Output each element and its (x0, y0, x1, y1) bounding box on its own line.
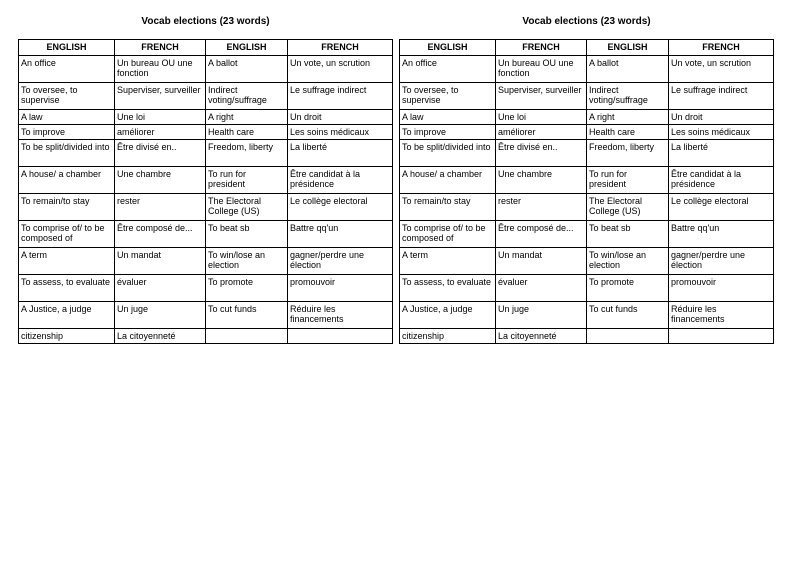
header-cell: FRENCH (669, 40, 774, 56)
table-cell: To run for president (206, 167, 288, 194)
table-cell: La liberté (288, 140, 393, 167)
table-cell: To beat sb (206, 221, 288, 248)
table-cell: To assess, to evaluate (400, 275, 496, 302)
table-row (400, 167, 774, 194)
table-cell: Une chambre (496, 167, 587, 194)
table-row (400, 56, 774, 83)
table-cell: A ballot (587, 56, 669, 83)
vocab-panel-right (399, 14, 774, 344)
table-cell: promouvoir (669, 275, 774, 302)
table-cell: To oversee, to supervise (19, 83, 115, 110)
table-cell: Être composé de... (115, 221, 206, 248)
table-cell (587, 329, 669, 344)
table-cell: rester (496, 194, 587, 221)
table-cell: Freedom, liberty (206, 140, 288, 167)
table-cell (669, 329, 774, 344)
table-cell: Un vote, un scrution (669, 56, 774, 83)
table-cell: rester (115, 194, 206, 221)
table-cell: A Justice, a judge (19, 302, 115, 329)
table-cell: A term (19, 248, 115, 275)
table-row (400, 140, 774, 167)
table-row (400, 329, 774, 344)
table-cell: The Electoral College (US) (587, 194, 669, 221)
table-cell (288, 329, 393, 344)
table-cell: To promote (587, 275, 669, 302)
table-cell: A house/ a chamber (400, 167, 496, 194)
table-cell: Être composé de... (496, 221, 587, 248)
table-cell: Être divisé en.. (496, 140, 587, 167)
table-cell: citizenship (400, 329, 496, 344)
table-row (400, 302, 774, 329)
header-row (19, 40, 393, 56)
table-cell: To beat sb (587, 221, 669, 248)
table-row (400, 248, 774, 275)
table-row (19, 302, 393, 329)
table-cell: Un bureau OU une fonction (496, 56, 587, 83)
table-cell: To run for president (587, 167, 669, 194)
table-cell: Un juge (115, 302, 206, 329)
table-cell: An office (19, 56, 115, 83)
table-cell: Superviser, surveiller (496, 83, 587, 110)
table-cell: Une chambre (115, 167, 206, 194)
table-cell: Health care (206, 125, 288, 140)
table-row (19, 140, 393, 167)
table-cell: La liberté (669, 140, 774, 167)
table-cell: A right (206, 110, 288, 125)
table-cell: Les soins médicaux (669, 125, 774, 140)
table-cell: Réduire les financements (669, 302, 774, 329)
table-cell: Indirect voting/suffrage (206, 83, 288, 110)
table-cell: To comprise of/ to be composed of (19, 221, 115, 248)
header-cell: FRENCH (115, 40, 206, 56)
table-cell: Un mandat (496, 248, 587, 275)
header-cell: ENGLISH (19, 40, 115, 56)
table-row (19, 248, 393, 275)
table-cell: améliorer (496, 125, 587, 140)
table-cell (206, 329, 288, 344)
table-cell: Battre qq'un (288, 221, 393, 248)
table-cell: améliorer (115, 125, 206, 140)
table-cell: Le suffrage indirect (669, 83, 774, 110)
table-cell: Un mandat (115, 248, 206, 275)
table-cell: Le collège electoral (288, 194, 393, 221)
vocab-table (399, 39, 774, 344)
table-cell: gagner/perdre une élection (669, 248, 774, 275)
table-cell: Un vote, un scrution (288, 56, 393, 83)
table-cell: Un droit (669, 110, 774, 125)
header-cell: ENGLISH (587, 40, 669, 56)
table-cell: Réduire les financements (288, 302, 393, 329)
table-row (19, 329, 393, 344)
table-cell: Le suffrage indirect (288, 83, 393, 110)
table-cell: Health care (587, 125, 669, 140)
table-cell: promouvoir (288, 275, 393, 302)
table-row (400, 221, 774, 248)
page-title: Vocab elections (23 words) (141, 16, 270, 27)
table-cell: Indirect voting/suffrage (587, 83, 669, 110)
table-cell: A law (19, 110, 115, 125)
table-row (19, 125, 393, 140)
table-cell: Le collège electoral (669, 194, 774, 221)
table-cell: A Justice, a judge (400, 302, 496, 329)
table-cell: Être divisé en.. (115, 140, 206, 167)
table-cell: gagner/perdre une élection (288, 248, 393, 275)
header-cell: FRENCH (288, 40, 393, 56)
table-row (19, 167, 393, 194)
table-cell: Superviser, surveiller (115, 83, 206, 110)
header-cell: FRENCH (496, 40, 587, 56)
table-row (19, 83, 393, 110)
table-cell: A house/ a chamber (19, 167, 115, 194)
table-row (400, 275, 774, 302)
table-cell: Une loi (115, 110, 206, 125)
table-cell: Être candidat à la présidence (288, 167, 393, 194)
vocab-panel-left (18, 14, 393, 344)
table-cell: Un bureau OU une fonction (115, 56, 206, 83)
table-cell: Battre qq'un (669, 221, 774, 248)
table-cell: La citoyenneté (496, 329, 587, 344)
header-row (400, 40, 774, 56)
header-cell: ENGLISH (206, 40, 288, 56)
vocab-table (18, 39, 393, 344)
table-row (19, 221, 393, 248)
table-cell: The Electoral College (US) (206, 194, 288, 221)
table-cell: A ballot (206, 56, 288, 83)
table-row (19, 110, 393, 125)
table-cell: To win/lose an election (206, 248, 288, 275)
table-cell: La citoyenneté (115, 329, 206, 344)
table-row (400, 125, 774, 140)
table-cell: An office (400, 56, 496, 83)
table-cell: To cut funds (206, 302, 288, 329)
table-cell: citizenship (19, 329, 115, 344)
table-cell: Les soins médicaux (288, 125, 393, 140)
table-cell: Une loi (496, 110, 587, 125)
table-cell: A law (400, 110, 496, 125)
table-cell: To remain/to stay (400, 194, 496, 221)
table-cell: To improve (19, 125, 115, 140)
table-row (19, 194, 393, 221)
table-cell: To remain/to stay (19, 194, 115, 221)
table-cell: To win/lose an election (587, 248, 669, 275)
table-cell: To cut funds (587, 302, 669, 329)
table-cell: To assess, to evaluate (19, 275, 115, 302)
table-row (400, 83, 774, 110)
table-cell: A right (587, 110, 669, 125)
table-cell: Un droit (288, 110, 393, 125)
table-cell: To promote (206, 275, 288, 302)
table-cell: Être candidat à la présidence (669, 167, 774, 194)
page-title: Vocab elections (23 words) (522, 16, 651, 27)
table-cell: Un juge (496, 302, 587, 329)
table-cell: To be split/divided into (400, 140, 496, 167)
header-cell: ENGLISH (400, 40, 496, 56)
table-row (400, 110, 774, 125)
table-cell: To comprise of/ to be composed of (400, 221, 496, 248)
table-row (19, 275, 393, 302)
table-cell: To be split/divided into (19, 140, 115, 167)
table-row (19, 56, 393, 83)
table-cell: évaluer (115, 275, 206, 302)
table-cell: To oversee, to supervise (400, 83, 496, 110)
table-cell: évaluer (496, 275, 587, 302)
table-cell: A term (400, 248, 496, 275)
table-row (400, 194, 774, 221)
table-cell: Freedom, liberty (587, 140, 669, 167)
table-cell: To improve (400, 125, 496, 140)
